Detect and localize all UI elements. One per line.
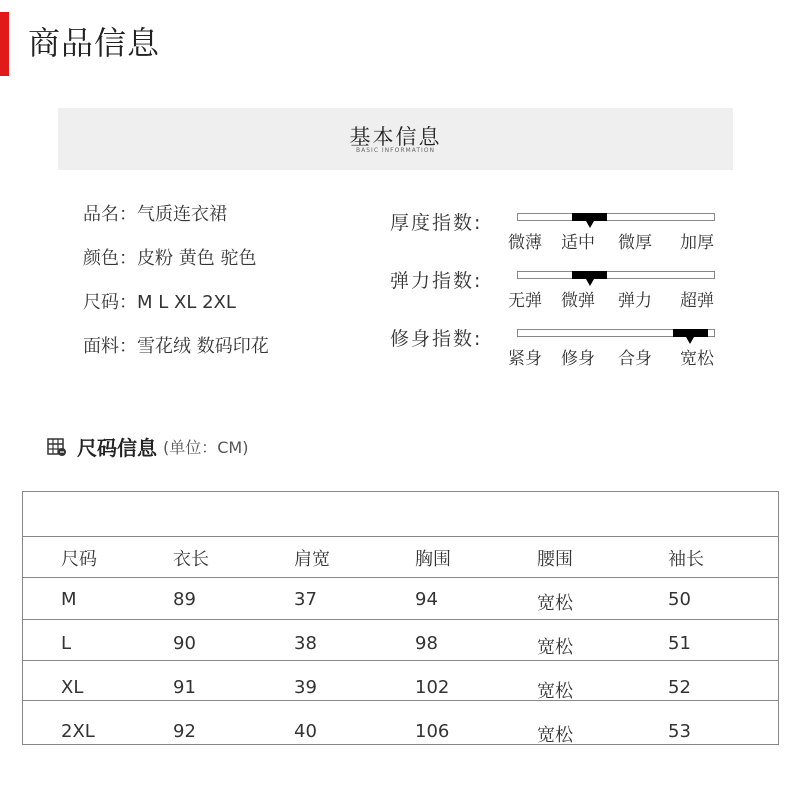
size-table bbox=[22, 491, 779, 745]
size-info-unit: (单位：CM) bbox=[163, 438, 249, 457]
thickness-marker-icon bbox=[586, 221, 594, 228]
spec-label: 尺码： bbox=[83, 292, 137, 313]
table-cell: 106 bbox=[415, 721, 450, 742]
basic-info-banner bbox=[58, 108, 733, 170]
spec-value: 气质连衣裙 bbox=[137, 204, 227, 225]
table-cell: 94 bbox=[415, 589, 438, 610]
table-cell: 37 bbox=[294, 589, 317, 610]
table-header-cell: 腰围 bbox=[537, 549, 573, 570]
spec-label: 面料： bbox=[83, 336, 137, 357]
table-icon bbox=[47, 437, 67, 457]
fit-option: 修身 bbox=[561, 349, 595, 369]
table-cell: 91 bbox=[173, 677, 196, 698]
thickness-index-fill bbox=[572, 213, 607, 221]
table-cell: 宽松 bbox=[537, 637, 573, 658]
table-cell: 92 bbox=[173, 721, 196, 742]
title-accent-bar bbox=[0, 12, 9, 76]
elasticity-option: 超弹 bbox=[680, 291, 714, 311]
table-divider bbox=[23, 660, 778, 661]
table-divider bbox=[23, 700, 778, 701]
spec-value: 皮粉 黄色 驼色 bbox=[137, 248, 257, 269]
table-cell: L bbox=[61, 633, 72, 654]
table-cell: 89 bbox=[173, 589, 196, 610]
table-cell: 宽松 bbox=[537, 593, 573, 614]
elasticity-option: 无弹 bbox=[508, 291, 542, 311]
elasticity-index-label: 弹力指数: bbox=[390, 270, 483, 292]
table-cell: 52 bbox=[668, 677, 691, 698]
table-cell: 102 bbox=[415, 677, 450, 698]
fit-index-label: 修身指数: bbox=[390, 328, 483, 350]
table-cell: 50 bbox=[668, 589, 691, 610]
spec-product-name bbox=[83, 200, 227, 226]
table-cell: 90 bbox=[173, 633, 196, 654]
spec-fabric bbox=[83, 332, 269, 358]
page-title: 商品信息 bbox=[28, 24, 161, 62]
thickness-option: 加厚 bbox=[680, 233, 714, 253]
table-cell: M bbox=[61, 589, 77, 610]
thickness-index-label: 厚度指数: bbox=[390, 212, 483, 234]
spec-color bbox=[83, 244, 256, 270]
fit-index-fill bbox=[673, 329, 708, 337]
table-divider bbox=[23, 577, 778, 578]
fit-option: 合身 bbox=[618, 349, 652, 369]
table-cell: 98 bbox=[415, 633, 438, 654]
table-cell: 宽松 bbox=[537, 681, 573, 702]
table-cell: 51 bbox=[668, 633, 691, 654]
elasticity-option: 微弹 bbox=[561, 291, 595, 311]
spec-value: M L XL 2XL bbox=[137, 292, 236, 313]
table-divider bbox=[23, 536, 778, 537]
fit-option: 宽松 bbox=[680, 349, 714, 369]
table-header-cell: 尺码 bbox=[61, 549, 97, 570]
elasticity-index-bar bbox=[517, 271, 715, 279]
table-cell: 2XL bbox=[61, 721, 95, 742]
table-cell: 53 bbox=[668, 721, 691, 742]
table-cell: 38 bbox=[294, 633, 317, 654]
size-info-heading bbox=[47, 432, 248, 461]
table-cell: XL bbox=[61, 677, 84, 698]
table-header-cell: 肩宽 bbox=[294, 549, 330, 570]
table-header-cell: 衣长 bbox=[173, 549, 209, 570]
table-header-cell: 胸围 bbox=[415, 549, 451, 570]
spec-label: 品名： bbox=[83, 204, 137, 225]
elasticity-option: 弹力 bbox=[618, 291, 652, 311]
banner-subtitle: BASIC INFORMATION bbox=[356, 147, 435, 154]
table-cell: 宽松 bbox=[537, 725, 573, 746]
thickness-option: 适中 bbox=[561, 233, 595, 253]
table-divider bbox=[23, 619, 778, 620]
thickness-option: 微薄 bbox=[508, 233, 542, 253]
spec-label: 颜色： bbox=[83, 248, 137, 269]
table-cell: 40 bbox=[294, 721, 317, 742]
fit-option: 紧身 bbox=[508, 349, 542, 369]
spec-size bbox=[83, 288, 236, 314]
thickness-index-bar bbox=[517, 213, 715, 221]
size-info-title: 尺码信息 bbox=[77, 436, 157, 460]
spec-value: 雪花绒 数码印花 bbox=[137, 336, 269, 357]
table-cell: 39 bbox=[294, 677, 317, 698]
fit-index-bar bbox=[517, 329, 715, 337]
banner-title: 基本信息 bbox=[349, 125, 442, 149]
fit-marker-icon bbox=[686, 337, 694, 344]
thickness-option: 微厚 bbox=[618, 233, 652, 253]
table-header-cell: 袖长 bbox=[668, 549, 704, 570]
elasticity-index-fill bbox=[572, 271, 607, 279]
elasticity-marker-icon bbox=[586, 279, 594, 286]
